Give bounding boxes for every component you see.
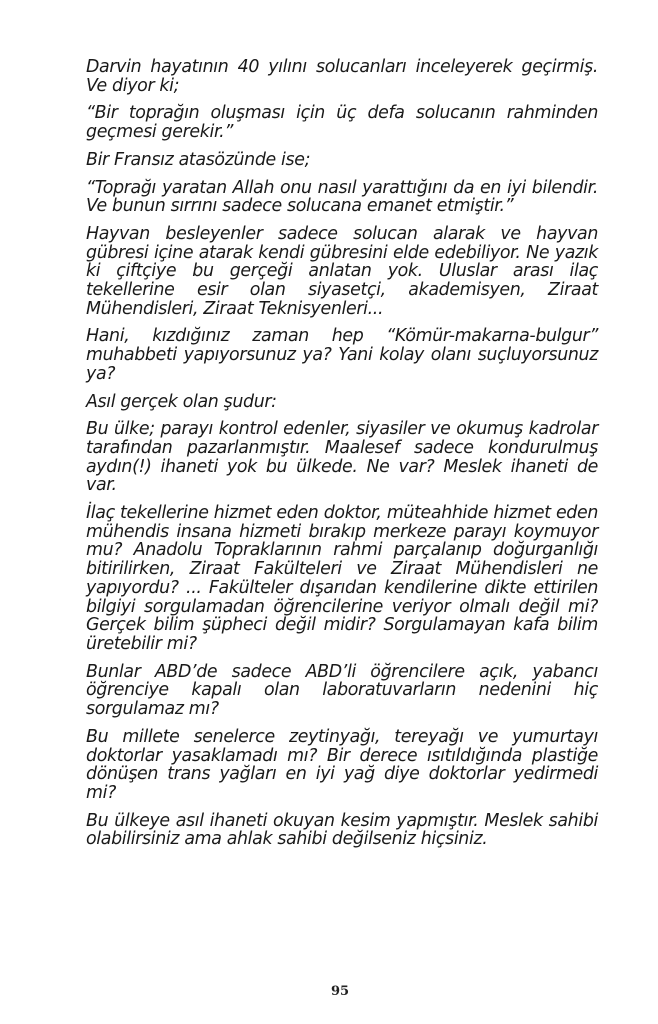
paragraph: Bu ülkeye asıl ihaneti okuyan kesim yapmıştır. Meslek sahibi olabilirsiniz ama ahlak sahibi değilseniz hiçsiniz. bbox=[86, 810, 598, 850]
paragraph: Asıl gerçek olan şudur: bbox=[86, 391, 277, 412]
paragraph: Hani, kızdığınız zaman hep “Kömür-makarna-bulgur” muhabbeti yapıyorsunuz ya? Yani kolay olanı suçluyorsunuz ya? bbox=[86, 326, 598, 384]
paragraph: Bu ülke; parayı kontrol edenler, siyasiler ve okumuş kadrolar tarafından pazarlanmıştır. Maalesef sadece kondurulmuş aydın(!) ihaneti yok bu ülkede. Ne var? Meslek ihaneti de var. bbox=[86, 419, 598, 496]
paragraph: İlaç tekellerine hizmet eden doktor, müteahhide hizmet eden mühendis insana hizmeti bırakıp merkeze parayı koymuyor mu? Anadolu Topraklarının rahmi parçalanıp doğurganlığı bitirilirken, Ziraat Fakülteleri ve Ziraat Mühendisleri ne yapıyordu? ... Fakülteler dışarıdan kendilerine dikte ettirilen bilgiyi sorgulamadan öğrencilerine veriyor olmalı değil mi? Gerçek bilim şüpheci değil midir? Sorgulamayan kafa bilim üretebilir mi? bbox=[86, 503, 598, 654]
paragraph: Bunlar ABD’de sadece ABD’li öğrencilere açık, yabancı öğrenciye kapalı olan laboratuvarların nedenini hiç sorgulamaz mı? bbox=[86, 661, 598, 720]
quote-paragraph: “Toprağı yaratan Allah onu nasıl yarattığını da en iyi bilendir. Ve bunun sırrını sadece solucana emanet etmiştir.” bbox=[86, 177, 598, 217]
paragraph: Darvin hayatının 40 yılını solucanları inceleyerek geçirmiş. Ve diyor ki; bbox=[86, 57, 598, 96]
paragraph: Hayvan besleyenler sadece solucan alarak ve hayvan gübresi içine atarak kendi gübresini elde edebiliyor. Ne yazık ki çiftçiye bu gerçeği anlatan yok. Uluslar arası ilaç tekellerine esir olan siyasetçi, akademisyen, Ziraat Mühendisleri, Ziraat Teknisyenleri... bbox=[86, 223, 598, 319]
paragraph: Bu millete senelerce zeytinyağı, tereyağı ve yumurtayı doktorlar yasaklamadı mı? Bir derece ısıtıldığında plastiğe dönüşen trans yağları en iyi yağ diye doktorlar yedirmedi mi? bbox=[86, 726, 598, 803]
page-number: 95 bbox=[330, 984, 350, 999]
paragraph: Bir Fransız atasözünde ise; bbox=[86, 149, 311, 170]
quote-paragraph: “Bir toprağın oluşması için üç defa solucanın rahminden geçmesi gerekir.” bbox=[86, 103, 598, 143]
page-body bbox=[86, 58, 598, 858]
